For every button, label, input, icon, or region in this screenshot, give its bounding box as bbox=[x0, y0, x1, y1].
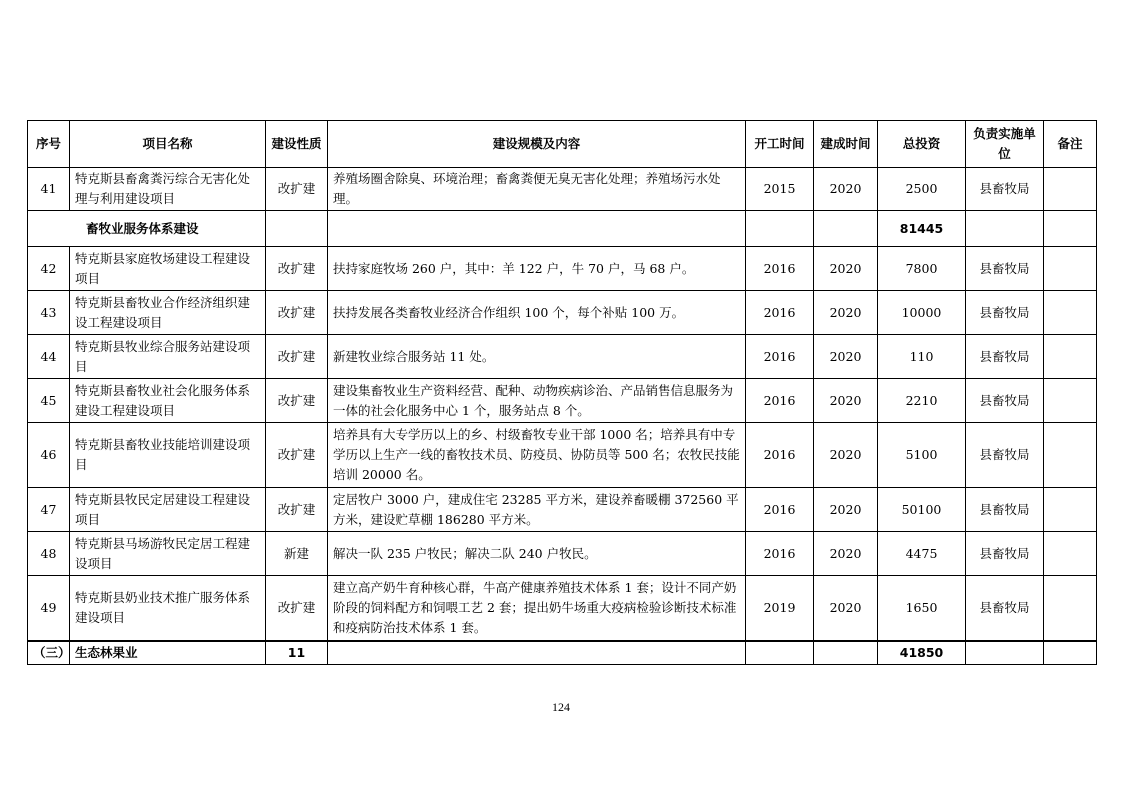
cell-remark bbox=[1044, 532, 1097, 576]
cell-remark bbox=[1044, 247, 1097, 291]
cell-scope bbox=[328, 641, 746, 665]
cell-end: 2020 bbox=[814, 168, 878, 211]
cell-start bbox=[746, 211, 814, 247]
section-title: 畜牧业服务体系建设 bbox=[28, 211, 266, 247]
cell-remark bbox=[1044, 335, 1097, 379]
cell-name: 特克斯县畜禽粪污综合无害化处理与利用建设项目 bbox=[70, 168, 266, 211]
cell-start: 2016 bbox=[746, 291, 814, 335]
cell-unit: 县畜牧局 bbox=[966, 168, 1044, 211]
cell-start bbox=[746, 641, 814, 665]
cell-remark bbox=[1044, 379, 1097, 423]
table-row bbox=[28, 291, 1097, 335]
table-row bbox=[28, 532, 1097, 576]
cell-remark bbox=[1044, 168, 1097, 211]
cell-end: 2020 bbox=[814, 576, 878, 641]
cell-nature: 改扩建 bbox=[266, 576, 328, 641]
header-invest: 总投资 bbox=[878, 121, 966, 168]
cell-unit: 县畜牧局 bbox=[966, 247, 1044, 291]
cell-scope: 建立高产奶牛育种核心群，牛高产健康养殖技术体系 1 套；设计不同产奶阶段的饲料配方和饲喂工艺 2 套；提出奶牛场重大疫病检验诊断技术标准和疫病防治技术体系 1 套。 bbox=[328, 576, 746, 641]
cell-end: 2020 bbox=[814, 379, 878, 423]
cell-scope: 扶持家庭牧场 260 户，其中：羊 122 户，牛 70 户，马 68 户。 bbox=[328, 247, 746, 291]
cell-unit bbox=[966, 211, 1044, 247]
cell-scope: 新建牧业综合服务站 11 处。 bbox=[328, 335, 746, 379]
cell-remark bbox=[1044, 211, 1097, 247]
cell-name: 特克斯县马场游牧民定居工程建设项目 bbox=[70, 532, 266, 576]
cell-seq: 46 bbox=[28, 423, 70, 488]
table-row bbox=[28, 423, 1097, 488]
cell-invest: 7800 bbox=[878, 247, 966, 291]
cell-name: 特克斯县畜牧业社会化服务体系建设工程建设项目 bbox=[70, 379, 266, 423]
table-row bbox=[28, 247, 1097, 291]
cell-invest: 50100 bbox=[878, 488, 966, 532]
cell-name: 特克斯县奶业技术推广服务体系建设项目 bbox=[70, 576, 266, 641]
cell-remark bbox=[1044, 488, 1097, 532]
section-title: 生态林果业 bbox=[70, 641, 266, 665]
cell-name: 特克斯县牧民定居建设工程建设项目 bbox=[70, 488, 266, 532]
cell-seq: 48 bbox=[28, 532, 70, 576]
header-unit: 负责实施单位 bbox=[966, 121, 1044, 168]
cell-name: 特克斯县家庭牧场建设工程建设项目 bbox=[70, 247, 266, 291]
header-start: 开工时间 bbox=[746, 121, 814, 168]
cell-remark bbox=[1044, 641, 1097, 665]
cell-nature: 改扩建 bbox=[266, 247, 328, 291]
cell-unit: 县畜牧局 bbox=[966, 532, 1044, 576]
header-end: 建成时间 bbox=[814, 121, 878, 168]
cell-scope: 建设集畜牧业生产资料经营、配种、动物疾病诊治、产品销售信息服务为一体的社会化服务中心 1 个，服务站点 8 个。 bbox=[328, 379, 746, 423]
cell-scope: 定居牧户 3000 户，建成住宅 23285 平方米，建设养畜暖棚 372560 平方米，建设贮草棚 186280 平方米。 bbox=[328, 488, 746, 532]
cell-scope: 培养具有大专学历以上的乡、村级畜牧专业干部 1000 名；培养具有中专学历以上生产一线的畜牧技术员、防疫员、协防员等 500 名；农牧民技能培训 20000 名。 bbox=[328, 423, 746, 488]
cell-end: 2020 bbox=[814, 532, 878, 576]
cell-seq: 41 bbox=[28, 168, 70, 211]
section-row-service bbox=[28, 211, 1097, 247]
cell-nature: 改扩建 bbox=[266, 291, 328, 335]
cell-nature: 改扩建 bbox=[266, 488, 328, 532]
cell-start: 2015 bbox=[746, 168, 814, 211]
cell-invest: 2210 bbox=[878, 379, 966, 423]
cell-end bbox=[814, 641, 878, 665]
header-nature: 建设性质 bbox=[266, 121, 328, 168]
cell-invest: 1650 bbox=[878, 576, 966, 641]
page-number: 124 bbox=[552, 700, 570, 714]
cell-nature: 新建 bbox=[266, 532, 328, 576]
cell-invest: 2500 bbox=[878, 168, 966, 211]
table-row bbox=[28, 488, 1097, 532]
cell-seq: 47 bbox=[28, 488, 70, 532]
table-row bbox=[28, 168, 1097, 211]
section-invest: 81445 bbox=[878, 211, 966, 247]
header-scope: 建设规模及内容 bbox=[328, 121, 746, 168]
cell-invest: 10000 bbox=[878, 291, 966, 335]
cell-scope bbox=[328, 211, 746, 247]
cell-invest: 110 bbox=[878, 335, 966, 379]
header-remark: 备注 bbox=[1044, 121, 1097, 168]
cell-remark bbox=[1044, 291, 1097, 335]
cell-seq: 43 bbox=[28, 291, 70, 335]
table-row bbox=[28, 379, 1097, 423]
cell-nature: 改扩建 bbox=[266, 168, 328, 211]
header-name: 项目名称 bbox=[70, 121, 266, 168]
cell-start: 2016 bbox=[746, 379, 814, 423]
cell-unit: 县畜牧局 bbox=[966, 576, 1044, 641]
cell-unit bbox=[966, 641, 1044, 665]
cell-start: 2016 bbox=[746, 488, 814, 532]
cell-unit: 县畜牧局 bbox=[966, 423, 1044, 488]
cell-unit: 县畜牧局 bbox=[966, 335, 1044, 379]
cell-remark bbox=[1044, 576, 1097, 641]
table-row bbox=[28, 335, 1097, 379]
cell-seq: 44 bbox=[28, 335, 70, 379]
cell-seq: 42 bbox=[28, 247, 70, 291]
cell-start: 2019 bbox=[746, 576, 814, 641]
cell-end: 2020 bbox=[814, 423, 878, 488]
cell-unit: 县畜牧局 bbox=[966, 488, 1044, 532]
cell-start: 2016 bbox=[746, 423, 814, 488]
cell-scope: 养殖场圈舍除臭、环境治理；畜禽粪便无臭无害化处理；养殖场污水处理。 bbox=[328, 168, 746, 211]
header-row bbox=[28, 121, 1097, 168]
cell-end: 2020 bbox=[814, 291, 878, 335]
cell-nature: 改扩建 bbox=[266, 423, 328, 488]
cell-invest: 4475 bbox=[878, 532, 966, 576]
section-count: 11 bbox=[266, 641, 328, 665]
cell-seq: 49 bbox=[28, 576, 70, 641]
cell-end bbox=[814, 211, 878, 247]
cell-name: 特克斯县畜牧业合作经济组织建设工程建设项目 bbox=[70, 291, 266, 335]
cell-invest: 5100 bbox=[878, 423, 966, 488]
cell-end: 2020 bbox=[814, 488, 878, 532]
table-row bbox=[28, 576, 1097, 641]
cell-end: 2020 bbox=[814, 335, 878, 379]
cell-unit: 县畜牧局 bbox=[966, 291, 1044, 335]
cell-remark bbox=[1044, 423, 1097, 488]
cell-end: 2020 bbox=[814, 247, 878, 291]
cell-seq: 45 bbox=[28, 379, 70, 423]
cell-scope: 解决一队 235 户牧民；解决二队 240 户牧民。 bbox=[328, 532, 746, 576]
cell-start: 2016 bbox=[746, 335, 814, 379]
project-table bbox=[27, 120, 1097, 665]
section-seq: （三） bbox=[28, 641, 70, 665]
cell-name: 特克斯县畜牧业技能培训建设项目 bbox=[70, 423, 266, 488]
cell-nature: 改扩建 bbox=[266, 335, 328, 379]
cell-start: 2016 bbox=[746, 247, 814, 291]
cell-name: 特克斯县牧业综合服务站建设项目 bbox=[70, 335, 266, 379]
cell-nature: 改扩建 bbox=[266, 379, 328, 423]
section-invest: 41850 bbox=[878, 641, 966, 665]
section-row-forestry bbox=[28, 641, 1097, 665]
cell-start: 2016 bbox=[746, 532, 814, 576]
cell-scope: 扶持发展各类畜牧业经济合作组织 100 个，每个补贴 100 万。 bbox=[328, 291, 746, 335]
cell-unit: 县畜牧局 bbox=[966, 379, 1044, 423]
header-seq: 序号 bbox=[28, 121, 70, 168]
cell-nature bbox=[266, 211, 328, 247]
